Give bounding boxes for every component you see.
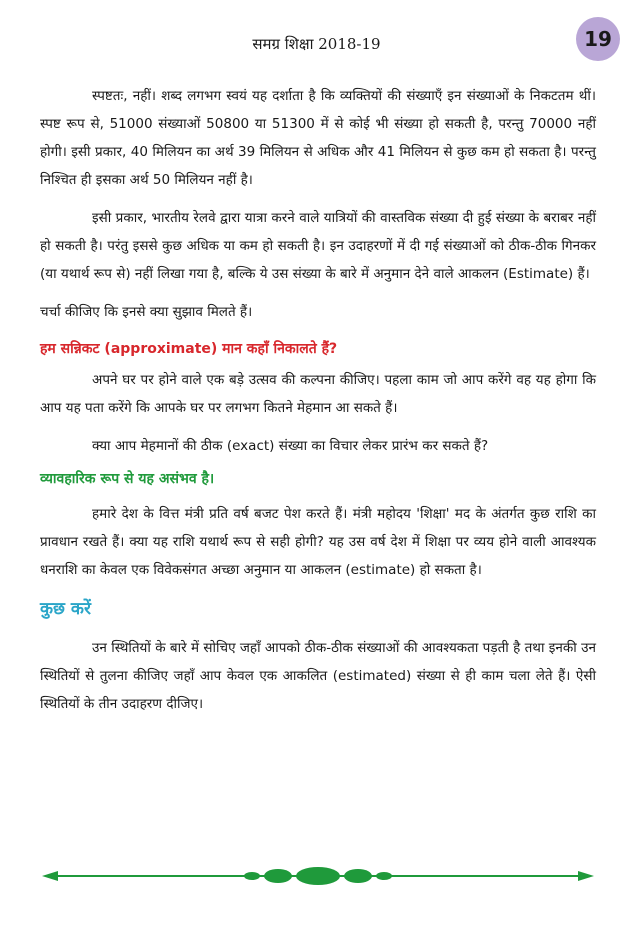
paragraph-3: चर्चा कीजिए कि इनसे क्या सुझाव मिलते हैं। <box>40 304 253 320</box>
paragraph-1: स्पष्टतः, नहीं। शब्द लगभग स्वयं यह दर्शाता है कि व्यक्तियों की संख्याएँ इन संख्याओं के निकटतम थीं। स्पष्ट रूप से, 51000 संख्याओं 50800 या 51300 में से कोई भी संख्या हो सकती है, परन्तु 70000 नहीं होगी। इसी प्रकार, 40 मिलियन का अर्थ 39 मिलियन से अधिक और 41 मिलियन से कुछ कम हो सकता है। परन्तु निश्चित ही इसका अर्थ 50 मिलियन नहीं है। <box>40 88 596 188</box>
paragraph-6: हमारे देश के वित्त मंत्री प्रति वर्ष बजट पेश करते हैं। मंत्री महोदय 'शिक्षा' मद के अंतर्गत कुछ राशि का प्रावधान रखते हैं। क्या यह राशि यथार्थ रूप से सही होगी? यह उस वर्ष देश में शिक्षा पर व्यय होने वाली आवश्यक धनराशि का केवल एक विवेकसंगत अच्छा अनुमान या आकलन (estimate) हो सकता है। <box>40 506 596 578</box>
page-body <box>40 82 596 728</box>
paragraph-7: उन स्थितियों के बारे में सोचिए जहाँ आपको ठीक-ठीक संख्याओं की आवश्यकता पड़ती है तथा इनकी उन स्थितियों से तुलना कीजिए जहाँ आप केवल एक आकलित (estimated) संख्या से ही काम चला लेते हैं। ऐसी स्थितियों के तीन उदाहरण दीजिए। <box>40 640 596 712</box>
page-number-badge: 19 <box>576 17 620 61</box>
page-header: समग्र शिक्षा 2018-19 <box>252 35 381 53</box>
decorative-divider <box>42 864 594 888</box>
heading-impossible: व्यावहारिक रूप से यह असंभव है। <box>40 471 215 487</box>
heading-approximate: हम सन्निकट (approximate) मान कहाँ निकालते हैं? <box>40 341 338 357</box>
paragraph-5: क्या आप मेहमानों की ठीक (exact) संख्या का विचार लेकर प्रारंभ कर सकते हैं? <box>92 438 489 454</box>
paragraph-2: इसी प्रकार, भारतीय रेलवे द्वारा यात्रा करने वाले यात्रियों की वास्तविक संख्या दी हुई संख्या के बराबर नहीं हो सकती है। परंतु इससे कुछ अधिक या कम हो सकती है। इन उदाहरणों में दी गई संख्याओं को ठीक-ठीक गिनकर (या यथार्थ रूप से) नहीं लिखा गया है, बल्कि ये उस संख्या के बारे में अनुमान देने वाले आकलन (Estimate) हैं। <box>40 210 596 282</box>
heading-activity: कुछ करें <box>40 599 91 619</box>
paragraph-4: अपने घर पर होने वाले एक बड़े उत्सव की कल्पना कीजिए। पहला काम जो आप करेंगे वह यह होगा कि आप यह पता करेंगे कि आपके घर पर लगभग कितने मेहमान आ सकते हैं। <box>40 372 596 416</box>
